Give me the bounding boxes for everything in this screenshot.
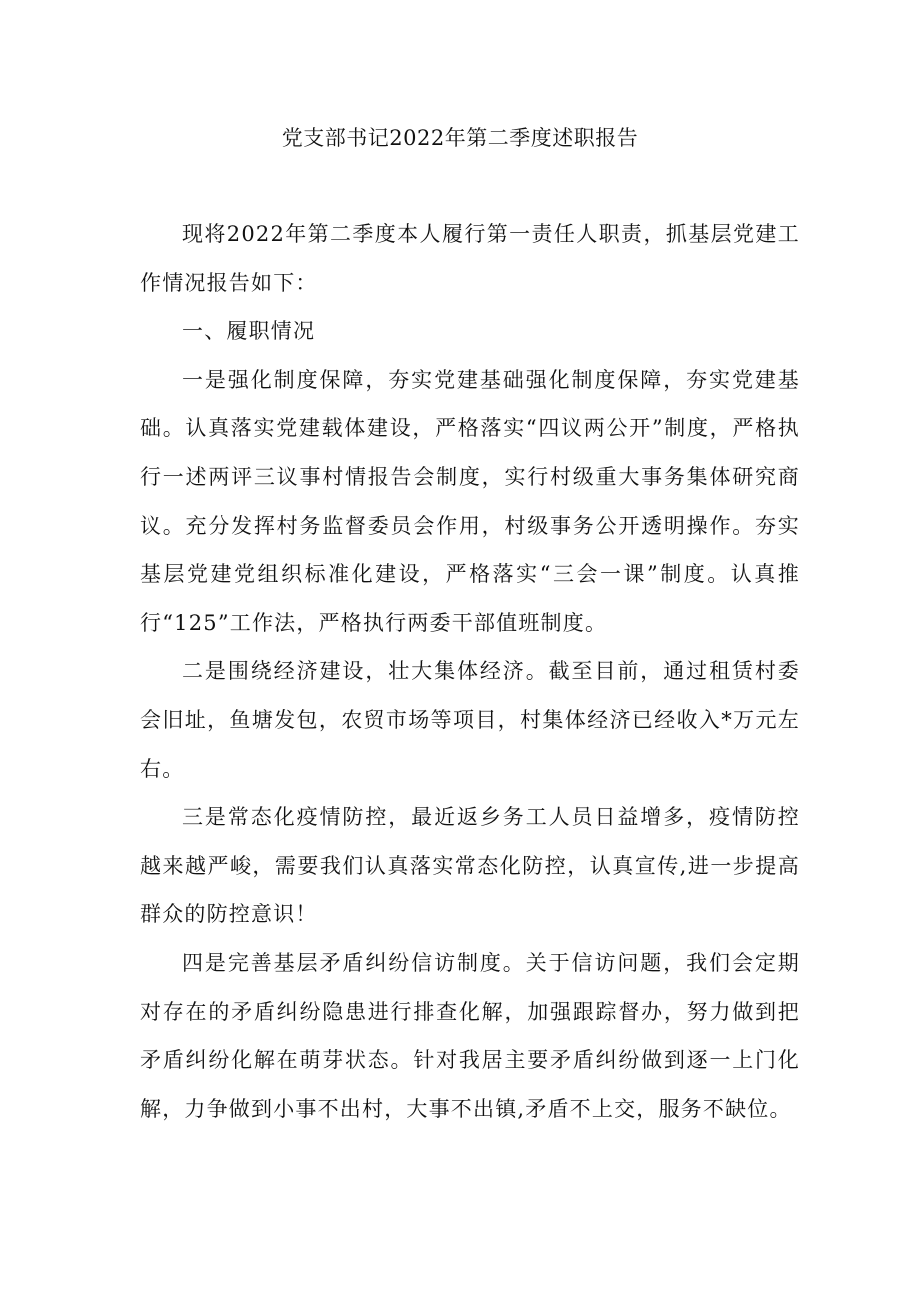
- document-body: [140, 210, 800, 1133]
- paragraph-institution-guarantee: 一是强化制度保障，夯实党建基础强化制度保障，夯实党建基础。认真落实党建载体建设，严格落实“四议两公开”制度，严格执行一述两评三议事村情报告会制度，实行村级重大事务集体研究商议。充分发挥村务监督委员会作用，村级事务公开透明操作。夯实基层党建党组织标准化建设，严格落实“三会一课”制度。认真推行“125”工作法，严格执行两委干部值班制度。: [140, 367, 800, 635]
- paragraph-dispute-petition: 四是完善基层矛盾纠纷信访制度。关于信访问题，我们会定期对存在的矛盾纠纷隐患进行排查化解，加强跟踪督办，努力做到把矛盾纠纷化解在萌芽状态。针对我居主要矛盾纠纷做到逐一上门化解，力争做到小事不出村，大事不出镇,矛盾不上交，服务不缺位。: [140, 950, 800, 1121]
- paragraph-epidemic-control: 三是常态化疫情防控，最近返乡务工人员日益增多，疫情防控越来越严峻，需要我们认真落实常态化防控，认真宣传,进一步提高群众的防控意识！: [140, 805, 800, 927]
- paragraph-economic-construction: 二是围绕经济建设，壮大集体经济。截至目前，通过租赁村委会旧址，鱼塘发包，农贸市场等项目，村集体经济已经收入*万元左右。: [140, 659, 800, 781]
- section-heading-duty-performance: 一、履职情况: [182, 319, 316, 344]
- document-title: 党支部书记2022年第二季度述职报告: [281, 126, 639, 150]
- paragraph-intro: 现将2022年第二季度本人履行第一责任人职责，抓基层党建工作情况报告如下：: [140, 222, 800, 295]
